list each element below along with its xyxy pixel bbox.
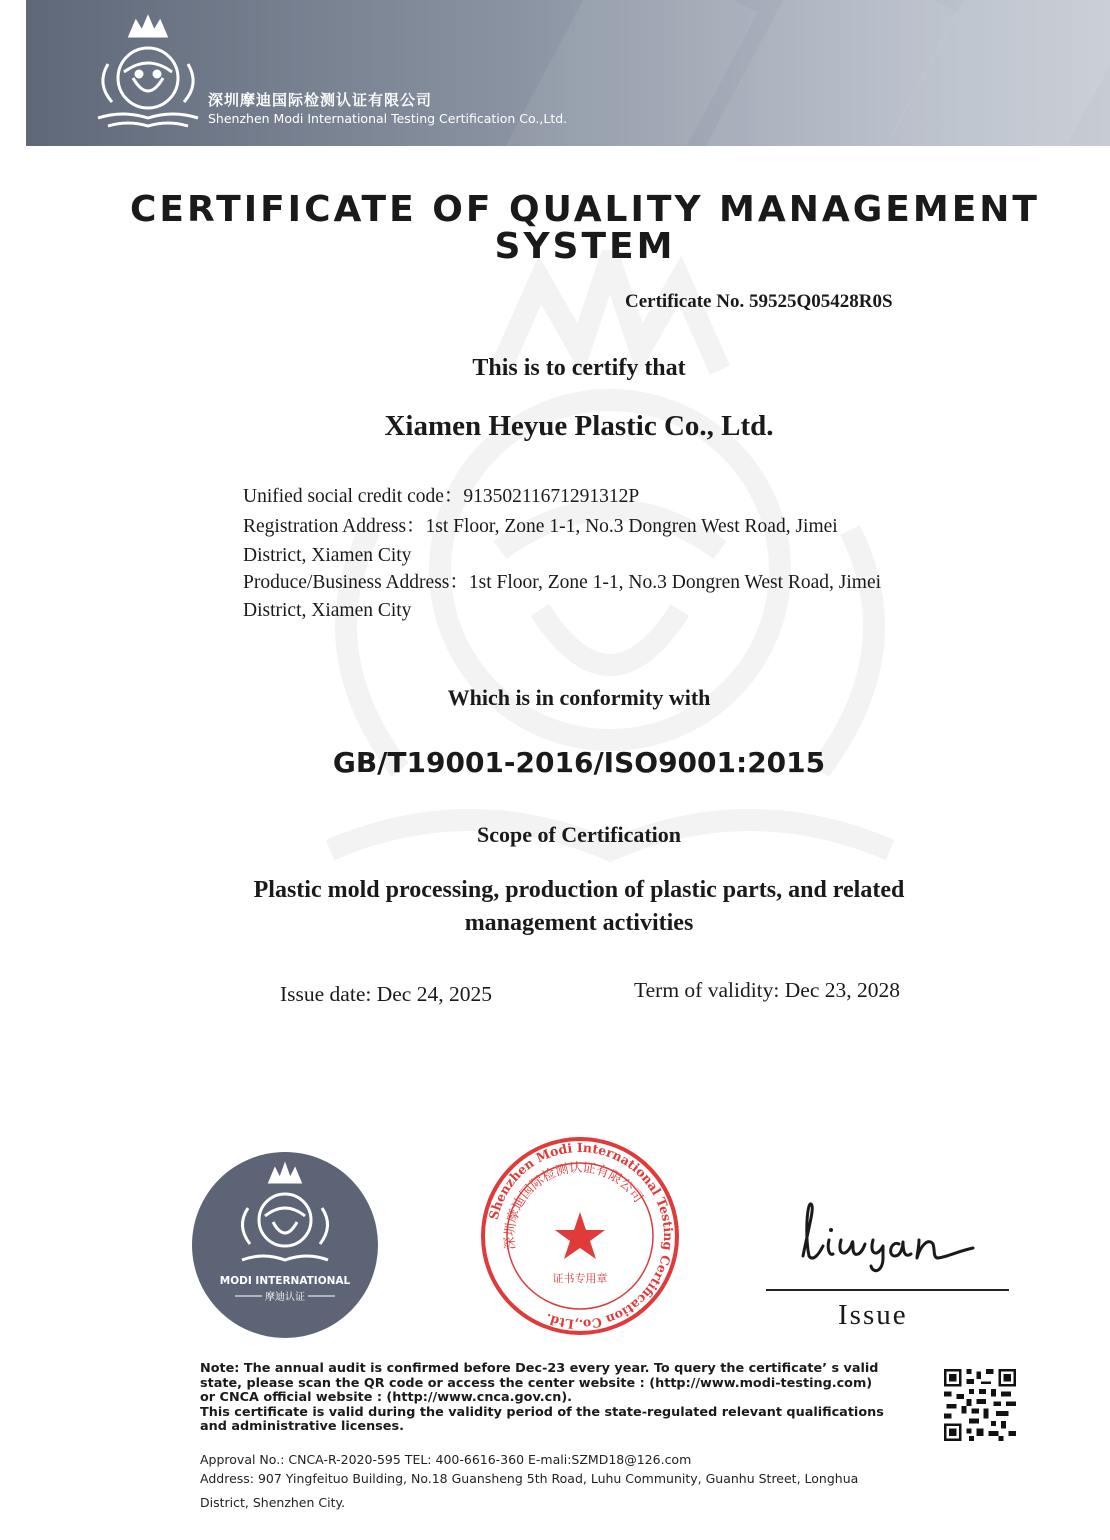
note-line1: Note: The annual audit is confirmed before Dec-23 every year. To query the certificate’ s valid	[200, 1361, 879, 1376]
badge-name-chinese: 摩迪认证	[265, 1292, 305, 1303]
company-name-chinese: 深圳摩迪国际检测认证有限公司	[208, 91, 433, 109]
badge-name-english: MODI INTERNATIONAL	[219, 1275, 351, 1287]
seal-bottom-text: 证书专用章	[552, 1272, 608, 1285]
signature-dot	[829, 1228, 833, 1232]
certificate-number: Certificate No. 59525Q05428R0S	[625, 291, 893, 312]
certificate-title-line1: CERTIFICATE OF QUALITY MANAGEMENT	[130, 189, 1040, 230]
note-line4: This certificate is valid during the validity period of the state-regulated relevant qualifications	[200, 1404, 884, 1420]
scope-line2: management activities	[464, 910, 694, 936]
note-line3: or CNCA official website : (http://www.cnca.gov.cn).	[200, 1390, 573, 1405]
qr-code-icon[interactable]	[944, 1369, 1016, 1441]
red-star-icon	[555, 1212, 605, 1259]
lion-crown-logo-icon	[78, 14, 218, 134]
validity-date: Term of validity: Dec 23, 2028	[634, 978, 900, 1002]
business-address-line1: Produce/Business Address：1st Floor, Zone 1-1, No.3 Dongren West Road, Jimei	[243, 572, 882, 593]
certificate-title-line2: SYSTEM	[494, 226, 676, 267]
address-line2: District, Shenzhen City.	[200, 1495, 346, 1510]
company-name-english: Shenzhen Modi International Testing Certification Co.,Ltd.	[208, 111, 568, 126]
issue-date: Issue date: Dec 24, 2025	[280, 982, 492, 1006]
modi-international-badge	[190, 1150, 380, 1340]
certify-statement: This is to certify that	[472, 355, 686, 381]
credit-code: Unified social credit code：91350211671291312P	[243, 486, 640, 507]
audit-note	[200, 1362, 935, 1435]
business-address-line2: District, Xiamen City	[243, 600, 412, 621]
address-line1: Address: 907 Yingfeituo Building, No.18 Guansheng 5th Road, Luhu Community, Guanhu Street, Longhua	[200, 1471, 859, 1486]
note-line2: state, please scan the QR code or access the center website : (http://www.modi-testing.com)	[200, 1375, 873, 1391]
note-line5: and administrative licenses.	[200, 1419, 404, 1434]
issue-label: Issue	[838, 1299, 908, 1331]
scope-line1: Plastic mold processing, production of plastic parts, and related	[253, 877, 905, 903]
registration-address-line2: District, Xiamen City	[243, 545, 412, 566]
seal-outer-text: Shenzhen Modi International Testing Certification Co.,Ltd.	[485, 1139, 677, 1333]
scope-description	[0, 874, 1110, 940]
approval-contact-line: Approval No.: CNCA-R-2020-595 TEL: 400-6616-360 E-mali:SZMD18@126.com	[200, 1452, 692, 1467]
registration-address-line1: Registration Address：1st Floor, Zone 1-1, No.3 Dongren West Road, Jimei	[243, 516, 838, 537]
seal-inner-text: 深圳摩迪国际检测认证有限公司	[502, 1160, 646, 1251]
scope-heading: Scope of Certification	[476, 822, 682, 847]
conformity-statement: Which is in conformity with	[447, 685, 711, 710]
signature-line	[766, 1289, 1009, 1291]
official-seal-stamp	[480, 1136, 680, 1336]
certified-company-name: Xiamen Heyue Plastic Co., Ltd.	[384, 410, 774, 442]
standard-code: GB/T19001-2016/ISO9001:2015	[332, 746, 826, 779]
handwritten-signature	[795, 1196, 985, 1276]
